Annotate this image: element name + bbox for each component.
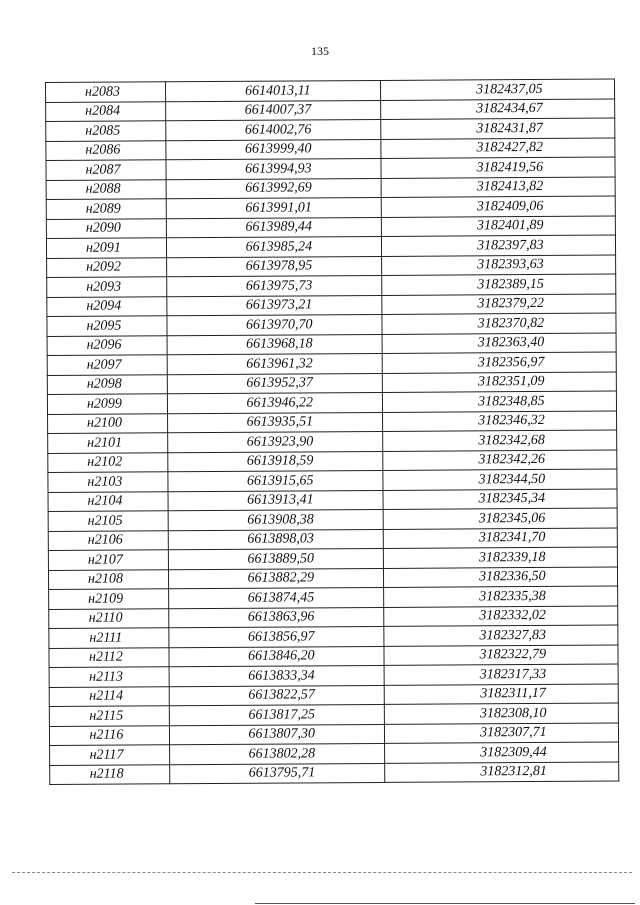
- point-id-cell: н2093: [47, 277, 167, 297]
- y-coordinate-cell: 3182335,38: [383, 586, 617, 607]
- x-coordinate-cell: 6613807,30: [169, 724, 384, 745]
- table-row: [49, 664, 618, 687]
- x-coordinate-cell: 6613846,20: [169, 646, 384, 667]
- x-coordinate-cell: 6613882,29: [168, 568, 383, 589]
- point-id-cell: н2086: [46, 140, 166, 160]
- point-id-cell: н2114: [49, 686, 169, 706]
- point-id-cell: н2094: [47, 296, 167, 316]
- point-id-cell: н2084: [46, 101, 166, 121]
- y-coordinate-cell: 3182401,89: [381, 216, 615, 237]
- table-row: [48, 411, 617, 434]
- x-coordinate-cell: 6613946,22: [167, 392, 382, 413]
- point-id-cell: н2104: [48, 491, 168, 511]
- y-coordinate-cell: 3182413,82: [381, 177, 615, 198]
- x-coordinate-cell: 6613817,25: [169, 704, 384, 725]
- point-id-cell: н2105: [48, 511, 168, 531]
- x-coordinate-cell: 6613973,21: [167, 295, 382, 316]
- point-id-cell: н2098: [47, 374, 167, 394]
- x-coordinate-cell: 6613863,96: [169, 607, 384, 628]
- point-id-cell: н2089: [46, 199, 166, 219]
- y-coordinate-cell: 3182342,26: [382, 450, 616, 471]
- coordinates-table: [45, 79, 619, 785]
- y-coordinate-cell: 3182437,05: [380, 79, 614, 100]
- point-id-cell: н2096: [47, 335, 167, 355]
- x-coordinate-cell: 6613898,03: [168, 529, 383, 550]
- point-id-cell: н2087: [46, 160, 166, 180]
- table-row: [48, 567, 617, 590]
- y-coordinate-cell: 3182327,83: [384, 625, 618, 646]
- x-coordinate-cell: 6613935,51: [167, 412, 382, 433]
- point-id-cell: н2101: [48, 433, 168, 453]
- y-coordinate-cell: 3182332,02: [383, 606, 617, 627]
- x-coordinate-cell: 6613961,32: [167, 353, 382, 374]
- x-coordinate-cell: 6613802,28: [169, 743, 384, 764]
- coordinates-table-body: [46, 79, 619, 784]
- y-coordinate-cell: 3182356,97: [382, 352, 616, 373]
- y-coordinate-cell: 3182345,06: [383, 508, 617, 529]
- table-row: [48, 508, 617, 531]
- point-id-cell: н2085: [46, 121, 166, 141]
- y-coordinate-cell: 3182431,87: [380, 118, 614, 139]
- y-coordinate-cell: 3182351,09: [382, 372, 616, 393]
- table-row: [47, 274, 616, 297]
- x-coordinate-cell: 6613952,37: [167, 373, 382, 394]
- table-row: [48, 430, 617, 453]
- y-coordinate-cell: 3182427,82: [381, 138, 615, 159]
- y-coordinate-cell: 3182379,22: [382, 294, 616, 315]
- point-id-cell: н2108: [48, 569, 168, 589]
- table-row: [47, 372, 616, 395]
- table-row: [49, 586, 618, 609]
- x-coordinate-cell: 6613918,59: [168, 451, 383, 472]
- point-id-cell: н2109: [49, 589, 169, 609]
- x-coordinate-cell: 6613975,73: [167, 275, 382, 296]
- point-id-cell: н2083: [46, 82, 166, 102]
- table-row: [48, 547, 617, 570]
- point-id-cell: н2090: [46, 218, 166, 238]
- y-coordinate-cell: 3182339,18: [383, 547, 617, 568]
- y-coordinate-cell: 3182308,10: [384, 703, 618, 724]
- x-coordinate-cell: 6613985,24: [166, 236, 381, 257]
- x-coordinate-cell: 6613968,18: [167, 334, 382, 355]
- table-row: [47, 333, 616, 356]
- x-coordinate-cell: 6613913,41: [168, 490, 383, 511]
- y-coordinate-cell: 3182336,50: [383, 567, 617, 588]
- page-number: 135: [311, 44, 329, 58]
- table-row: [48, 489, 617, 512]
- y-coordinate-cell: 3182307,71: [384, 723, 618, 744]
- point-id-cell: н2102: [48, 452, 168, 472]
- table-row: [47, 313, 616, 336]
- point-id-cell: н2088: [46, 179, 166, 199]
- y-coordinate-cell: 3182434,67: [380, 99, 614, 120]
- x-coordinate-cell: 6613915,65: [168, 470, 383, 491]
- x-coordinate-cell: 6613978,95: [166, 256, 381, 277]
- x-coordinate-cell: 6614002,76: [166, 119, 381, 140]
- x-coordinate-cell: 6613923,90: [168, 431, 383, 452]
- y-coordinate-cell: 3182419,56: [381, 157, 615, 178]
- y-coordinate-cell: 3182345,34: [383, 489, 617, 510]
- point-id-cell: н2107: [48, 550, 168, 570]
- y-coordinate-cell: 3182363,40: [382, 333, 616, 354]
- table-row: [47, 352, 616, 375]
- x-coordinate-cell: 6613889,50: [168, 548, 383, 569]
- y-coordinate-cell: 3182317,33: [384, 664, 618, 685]
- table-row: [49, 645, 618, 668]
- footer-rule: [12, 872, 632, 873]
- x-coordinate-cell: 6613994,93: [166, 158, 381, 179]
- x-coordinate-cell: 6614007,37: [165, 100, 380, 121]
- x-coordinate-cell: 6613999,40: [166, 139, 381, 160]
- table-row: [47, 391, 616, 414]
- point-id-cell: н2091: [46, 238, 166, 258]
- point-id-cell: н2092: [47, 257, 167, 277]
- footer-rule-bottom: [255, 903, 635, 904]
- table-row: [50, 762, 619, 785]
- point-id-cell: н2099: [47, 394, 167, 414]
- y-coordinate-cell: 3182322,79: [384, 645, 618, 666]
- table-row: [49, 606, 618, 629]
- y-coordinate-cell: 3182311,17: [384, 684, 618, 705]
- table-row: [48, 469, 617, 492]
- y-coordinate-cell: 3182341,70: [383, 528, 617, 549]
- table-row: [47, 294, 616, 317]
- x-coordinate-cell: 6613908,38: [168, 509, 383, 530]
- y-coordinate-cell: 3182348,85: [382, 391, 616, 412]
- x-coordinate-cell: 6613822,57: [169, 685, 384, 706]
- point-id-cell: н2116: [49, 725, 169, 745]
- point-id-cell: н2112: [49, 647, 169, 667]
- point-id-cell: н2106: [48, 530, 168, 550]
- table-row: [48, 450, 617, 473]
- y-coordinate-cell: 3182312,81: [384, 762, 618, 783]
- y-coordinate-cell: 3182342,68: [382, 430, 616, 451]
- x-coordinate-cell: 6613991,01: [166, 197, 381, 218]
- x-coordinate-cell: 6614013,11: [165, 80, 380, 101]
- table-row: [48, 528, 617, 551]
- y-coordinate-cell: 3182393,63: [381, 255, 615, 276]
- point-id-cell: н2115: [49, 706, 169, 726]
- x-coordinate-cell: 6613970,70: [167, 314, 382, 335]
- y-coordinate-cell: 3182409,06: [381, 196, 615, 217]
- point-id-cell: н2111: [49, 628, 169, 648]
- x-coordinate-cell: 6613856,97: [169, 626, 384, 647]
- y-coordinate-cell: 3182346,32: [382, 411, 616, 432]
- point-id-cell: н2095: [47, 316, 167, 336]
- x-coordinate-cell: 6613989,44: [166, 217, 381, 238]
- x-coordinate-cell: 6613992,69: [166, 178, 381, 199]
- point-id-cell: н2118: [50, 764, 170, 784]
- x-coordinate-cell: 6613874,45: [168, 587, 383, 608]
- point-id-cell: н2103: [48, 472, 168, 492]
- point-id-cell: н2100: [48, 413, 168, 433]
- y-coordinate-cell: 3182344,50: [383, 469, 617, 490]
- point-id-cell: н2117: [50, 745, 170, 765]
- y-coordinate-cell: 3182309,44: [384, 742, 618, 763]
- y-coordinate-cell: 3182389,15: [381, 274, 615, 295]
- x-coordinate-cell: 6613833,34: [169, 665, 384, 686]
- x-coordinate-cell: 6613795,71: [170, 763, 385, 784]
- point-id-cell: н2113: [49, 667, 169, 687]
- point-id-cell: н2110: [49, 608, 169, 628]
- y-coordinate-cell: 3182397,83: [381, 235, 615, 256]
- point-id-cell: н2097: [47, 355, 167, 375]
- table-row: [49, 625, 618, 648]
- y-coordinate-cell: 3182370,82: [382, 313, 616, 334]
